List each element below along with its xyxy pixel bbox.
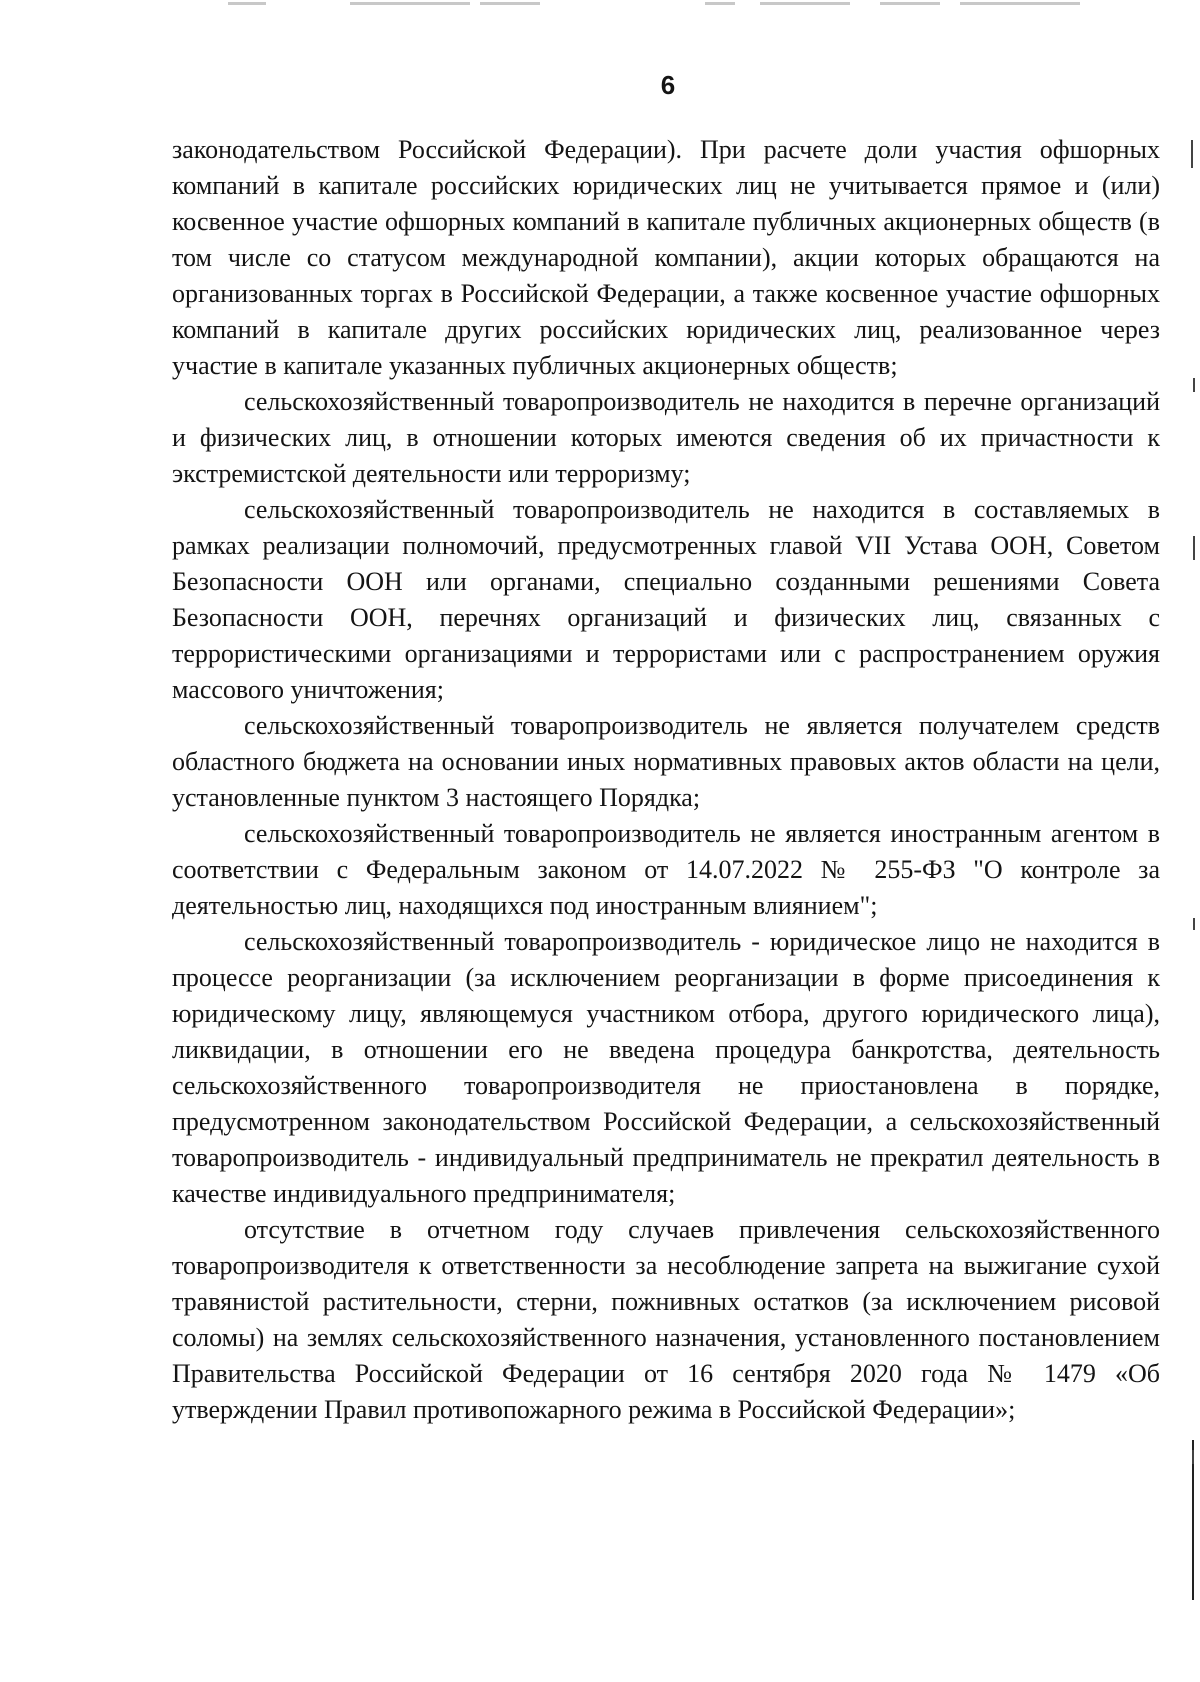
- scan-noise-top: [0, 0, 1200, 10]
- paragraph: сельскохозяйственный товаропроизводитель не находится в перечне организаций и физических лиц, в отношении которых имеются сведения об их причастности к экстремистской деятельности или терроризму;: [172, 387, 1160, 488]
- paragraph: сельскохозяйственный товаропроизводитель не является иностранным агентом в соответствии с Федеральным законом от 14.07.2022 № 255-ФЗ "О контроле за деятельностью лиц, находящихся под иностранным влиянием";: [172, 819, 1160, 920]
- paragraph: сельскохозяйственный товаропроизводитель - юридическое лицо не находится в процессе реорганизации (за исключением реорганизации в форме присоединения к юридическому лицу, являющемуся участником отбора, другого юридического лица), ликвидации, в отношении его не введена процедура банкротства, деятельность сельскохозяйственного товаропроизводителя не приостановлена в порядке, предусмотренном законодательством Российской Федерации, а сельскохозяйственный товаропроизводитель - индивидуальный предприниматель не прекратил деятельность в качестве индивидуального предпринимателя;: [172, 927, 1160, 1208]
- paragraph: сельскохозяйственный товаропроизводитель не является получателем средств областного бюджета на основании иных нормативных правовых актов области на цели, установленные пунктом 3 настоящего Порядка;: [172, 711, 1160, 812]
- scan-edge-mark: [1192, 1450, 1194, 1464]
- body-text: [172, 132, 1160, 1428]
- paragraph: сельскохозяйственный товаропроизводитель не находится в составляемых в рамках реализации полномочий, предусмотренных главой VII Устава ООН, Советом Безопасности ООН или органами, специально созданными решениями Совета Безопасности ООН, перечнях организаций и физических лиц, связанных с террористическими организациями и террористами или с распространением оружия массового уничтожения;: [172, 495, 1160, 704]
- scan-edge-mark: [1193, 378, 1195, 392]
- scan-edge-mark: [1193, 536, 1195, 560]
- paragraph: законодательством Российской Федерации). При расчете доли участия офшорных компаний в капитале российских юридических лиц не учитывается прямое и (или) косвенное участие офшорных компаний в капитале публичных акционерных обществ (в том числе со статусом международной компании), акции которых обращаются на организованных торгах в Российской Федерации, а также косвенное участие офшорных компаний в капитале других российских юридических лиц, реализованное через участие в капитале указанных публичных акционерных обществ;: [172, 135, 1160, 380]
- paragraph: отсутствие в отчетном году случаев привлечения сельскохозяйственного товаропроизводителя к ответственности за несоблюдение запрета на выжигание сухой травянистой растительности, стерни, пожнивных остатков (за исключением рисовой соломы) на землях сельскохозяйственного назначения, установленного постановлением Правительства Российской Федерации от 16 сентября 2020 года № 1479 «Об утверждении Правил противопожарного режима в Российской Федерации»;: [172, 1215, 1160, 1424]
- scan-edge-line: [1192, 1440, 1194, 1600]
- scan-edge-mark: [1191, 140, 1193, 168]
- page-number: 6: [660, 70, 676, 100]
- scan-edge-mark: [1193, 918, 1195, 930]
